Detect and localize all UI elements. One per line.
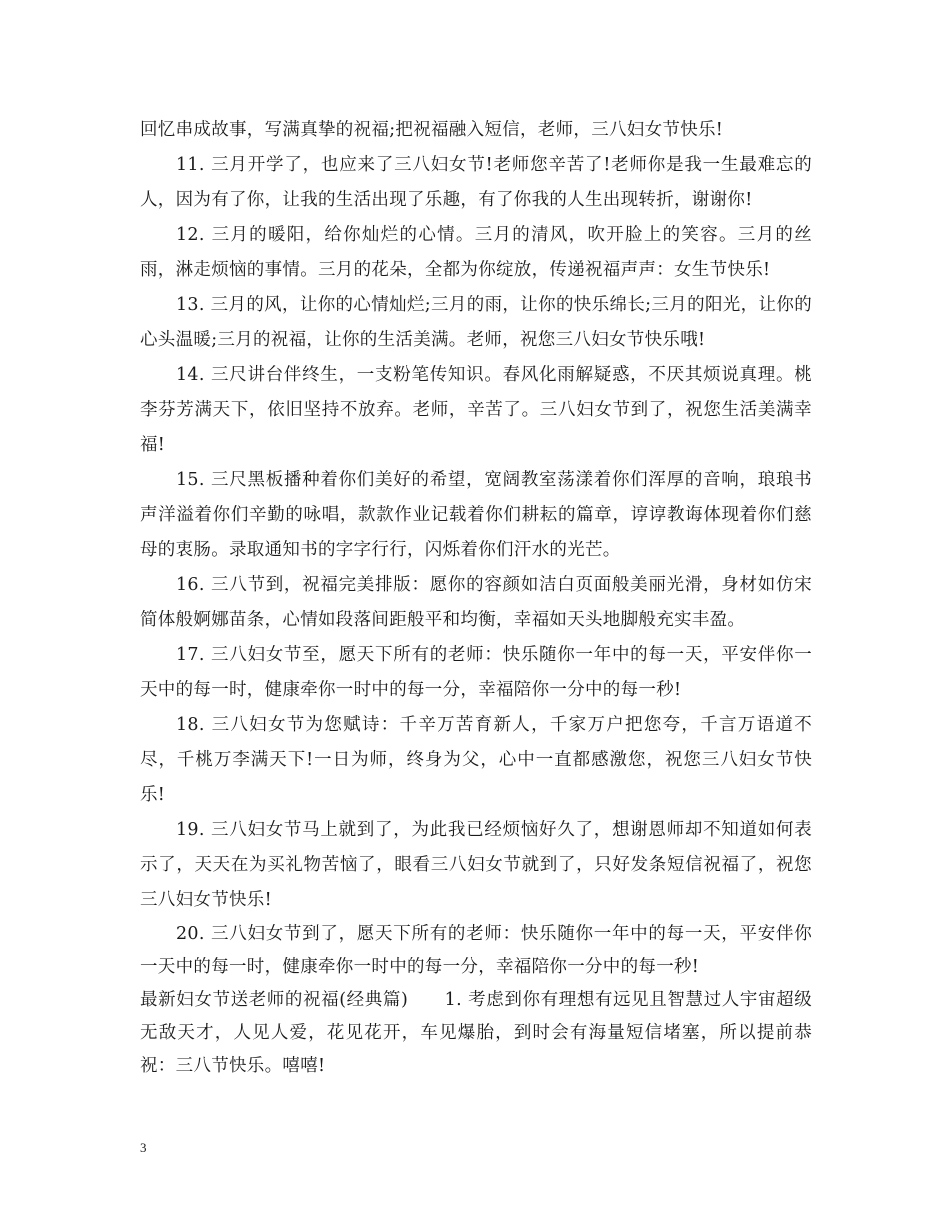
- body-text: [140, 113, 812, 1083]
- paragraph-continuation: 回忆串成故事，写满真挚的祝福;把祝福融入短信，老师，三八妇女节快乐!: [140, 120, 724, 140]
- paragraph-item-12: 12. 三月的暖阳，给你灿烂的心情。三月的清风，吹开脸上的笑容。三月的丝雨，淋走烦恼的事情。三月的花朵，全都为你绽放，传递祝福声声：女生节快乐!: [140, 225, 812, 280]
- paragraph-item-18: 18. 三八妇女节为您赋诗：千辛万苦育新人，千家万户把您夸，千言万语道不尽，千桃万李满天下!一日为师，终身为父，心中一直都感激您，祝您三八妇女节快乐!: [140, 715, 812, 805]
- paragraph-item-19: 19. 三八妇女节马上就到了，为此我已经烦恼好久了，想谢恩师却不知道如何表示了，天天在为买礼物苦恼了，眼看三八妇女节就到了，只好发条短信祝福了，祝您三八妇女节快乐!: [140, 820, 812, 910]
- paragraph-item-20: 20. 三八妇女节到了，愿天下所有的老师：快乐随你一年中的每一天，平安伴你一天中的每一时，健康牵你一时中的每一分，幸福陪你一分中的每一秒!: [140, 924, 812, 977]
- paragraph-section-classic: 最新妇女节送老师的祝福(经典篇) 1. 考虑到你有理想有远见且智慧过人宇宙超级无敌天才，人见人爱，花见花开，车见爆胎，到时会有海量短信堵塞，所以提前恭祝：三八节快乐。嘻嘻!: [140, 990, 812, 1076]
- paragraph-item-16: 16. 三八节到，祝福完美排版：愿你的容颜如洁白页面般美丽光滑，身材如仿宋简体般婀娜苗条，心情如段落间距般平和均衡，幸福如天头地脚般充实丰盈。: [140, 575, 812, 630]
- paragraph-item-17: 17. 三八妇女节至，愿天下所有的老师：快乐随你一年中的每一天，平安伴你一天中的每一时，健康牵你一时中的每一分，幸福陪你一分中的每一秒!: [140, 645, 812, 700]
- paragraph-item-13: 13. 三月的风，让你的心情灿烂;三月的雨，让你的快乐绵长;三月的阳光，让你的心头温暖;三月的祝福，让你的生活美满。老师，祝您三八妇女节快乐哦!: [140, 295, 812, 350]
- page-number: 3: [140, 1140, 147, 1155]
- paragraph-item-11: 11. 三月开学了，也应来了三八妇女节!老师您辛苦了!老师你是我一生最难忘的人，因为有了你，让我的生活出现了乐趣，有了你我的人生出现转折，谢谢你!: [140, 155, 812, 210]
- paragraph-item-14: 14. 三尺讲台伴终生，一支粉笔传知识。春风化雨解疑惑，不厌其烦说真理。桃李芬芳满天下，依旧坚持不放弃。老师，辛苦了。三八妇女节到了，祝您生活美满幸福!: [140, 365, 812, 455]
- paragraph-item-15: 15. 三尺黑板播种着你们美好的希望，宽阔教室荡漾着你们浑厚的音响，琅琅书声洋溢着你们辛勤的咏唱，款款作业记载着你们耕耘的篇章，谆谆教诲体现着你们慈母的衷肠。录取通知书的字字行行，闪烁着你们汗水的光芒。: [140, 470, 812, 560]
